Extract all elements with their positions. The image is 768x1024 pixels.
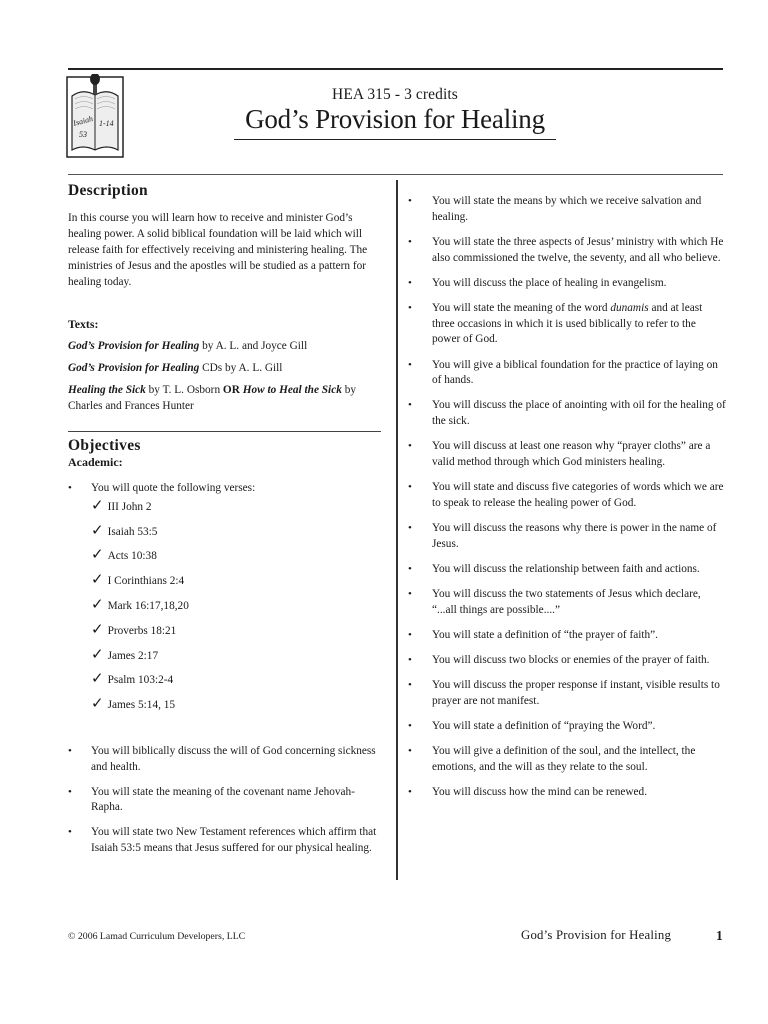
- list-item: [68, 481, 382, 497]
- column-divider: [396, 180, 398, 880]
- objective-text: You will give a biblical foundation for the practice of laying on of hands.: [432, 358, 718, 387]
- texts-label: Texts:: [68, 317, 99, 331]
- text-title: How to Heal the Sick: [239, 384, 342, 396]
- list-item: [408, 744, 726, 776]
- bullet-icon: •: [408, 481, 412, 494]
- verse-item: [91, 598, 382, 623]
- objective-text: You will discuss the reasons why there is power in the name of Jesus.: [432, 522, 717, 550]
- text-entry: [68, 382, 382, 414]
- objective-text: You will state the three aspects of Jesus’ ministry with which He also commissioned the twelve, the seventy, and all who believe.: [432, 235, 724, 264]
- objective-text: You will state a definition of “praying the Word”.: [432, 720, 656, 733]
- objectives-rule: [68, 431, 381, 432]
- objective-text: You will discuss at least one reason why “prayer cloths” are a valid method through which God ministers healing.: [432, 440, 711, 469]
- verse-ref: Isaiah 53:5: [107, 525, 158, 538]
- text-entry: [68, 338, 382, 354]
- bullet-icon: •: [408, 440, 412, 453]
- text-author: by T. L. Osborn: [145, 384, 223, 396]
- description-body: In this course you will learn how to receive and minister God’s healing power. A solid biblical foundation will be laid which will release faith for effectively receiving and ministering healing. The ministries of Jesus and the apostles will be studied as a pattern for healing today.: [68, 212, 368, 288]
- left-column: [68, 182, 382, 857]
- bullet-icon: •: [68, 744, 72, 757]
- list-item: [408, 358, 726, 390]
- list-item: [68, 744, 382, 776]
- bullet-icon: •: [408, 301, 412, 314]
- list-item: [408, 678, 726, 710]
- checkmark-icon: ✓: [91, 547, 104, 564]
- bullet-icon: •: [408, 654, 412, 667]
- text-title: Healing the Sick: [68, 384, 146, 396]
- bullet-icon: •: [408, 235, 412, 248]
- left-objective-list: [68, 744, 382, 857]
- text-title: God’s Provision for Healing: [68, 340, 200, 352]
- verse-item: [91, 548, 382, 573]
- logo-text-right: 1-14: [99, 119, 114, 128]
- objective-text: You will state the means by which we receive salvation and healing.: [432, 195, 702, 223]
- list-item: [408, 194, 726, 226]
- objective-text: You will discuss two blocks or enemies of the prayer of faith.: [432, 654, 710, 667]
- list-item: [408, 276, 726, 292]
- quote-intro: You will quote the following verses:: [91, 482, 256, 494]
- bullet-icon: •: [408, 629, 412, 641]
- list-item: [408, 235, 726, 267]
- checkmark-icon: ✓: [91, 497, 104, 514]
- bullet-icon: •: [408, 195, 412, 207]
- verse-ref: III John 2: [107, 500, 152, 513]
- list-item: [408, 562, 726, 578]
- list-item: [408, 653, 726, 669]
- text-author: by Charles and Frances Hunter: [68, 384, 356, 412]
- open-book-logo: [66, 74, 124, 158]
- verse-ref: Mark 16:17,18,20: [107, 599, 189, 612]
- bullet-icon: •: [408, 399, 412, 412]
- page-title: God’s Provision for Healing: [245, 104, 545, 134]
- verse-ref: Proverbs 18:21: [107, 624, 177, 637]
- bullet-icon: •: [408, 522, 412, 535]
- list-item: [408, 719, 726, 735]
- quote-list: [68, 481, 382, 497]
- checkmark-icon: ✓: [91, 696, 104, 713]
- right-objective-list: [408, 194, 726, 801]
- list-item: [408, 398, 726, 430]
- list-item: [408, 785, 726, 801]
- top-rule: [68, 68, 723, 70]
- bullet-icon: •: [68, 826, 72, 839]
- list-item: [68, 825, 382, 857]
- list-item: [408, 301, 726, 348]
- objective-text: [432, 302, 702, 346]
- text-author: by A. L. and Joyce Gill: [199, 340, 308, 352]
- verse-item: [91, 697, 382, 722]
- academic-subheading: Academic:: [68, 455, 123, 469]
- verse-item: [91, 623, 382, 648]
- logo-text-left: Isaiah: [72, 114, 94, 128]
- bullet-icon: •: [408, 358, 412, 371]
- checkmark-icon: ✓: [91, 522, 104, 539]
- objective-text-part: and at least three occasions in which it is used biblically to refer to the power of God.: [432, 301, 703, 346]
- verse-item: [91, 499, 382, 524]
- verse-list: [91, 499, 382, 722]
- text-or: OR: [222, 384, 240, 396]
- checkmark-icon: ✓: [91, 572, 104, 589]
- objective-text: You will state two New Testament references which affirm that Isaiah 53:5 means that Jesus suffered for our physical healing.: [91, 826, 377, 854]
- objective-text: You will discuss the relationship between faith and actions.: [432, 563, 700, 576]
- verse-item: [91, 648, 382, 673]
- description-heading: Description: [68, 182, 148, 199]
- logo-text-left-num: 53: [79, 130, 87, 139]
- verse-item: [91, 573, 382, 598]
- objective-text: You will discuss the proper response if instant, visible results to prayer are not manifest.: [432, 679, 720, 707]
- objective-text-part: You will state the meaning of the word: [432, 301, 611, 314]
- objective-text: You will discuss the place of anointing with oil for the healing of the sick.: [432, 399, 726, 428]
- list-item: [408, 521, 726, 553]
- objective-text: You will biblically discuss the will of God concerning sickness and health.: [91, 744, 376, 773]
- text-entry: [68, 360, 382, 376]
- bullet-icon: •: [408, 563, 412, 576]
- footer-title: God’s Provision for Healing: [521, 928, 672, 942]
- list-item: [408, 480, 726, 512]
- verse-ref: Psalm 103:2-4: [107, 674, 174, 687]
- dunamis-term: dunamis: [610, 301, 649, 314]
- checkmark-icon: ✓: [91, 621, 104, 638]
- verse-item: [91, 672, 382, 697]
- verse-ref: Acts 10:38: [107, 550, 157, 563]
- bullet-icon: •: [68, 785, 72, 798]
- objectives-heading: Objectives: [68, 437, 141, 454]
- bullet-icon: •: [408, 679, 412, 692]
- objective-text: You will state and discuss five categories of words which we are to speak to release the healing power of God.: [432, 481, 724, 510]
- checkmark-icon: ✓: [91, 646, 104, 663]
- verse-item: [91, 524, 382, 549]
- checkmark-icon: ✓: [91, 671, 104, 688]
- verse-ref: I Corinthians 2:4: [107, 575, 185, 588]
- copyright-notice: © 2006 Lamad Curriculum Developers, LLC: [68, 931, 246, 942]
- header-divider: [68, 174, 723, 175]
- verse-ref: James 5:14, 15: [107, 699, 176, 712]
- objective-text: You will give a definition of the soul, and the intellect, the emotions, and the will as they relate to the soul.: [432, 745, 696, 773]
- list-item: [68, 785, 382, 817]
- objective-text: You will state the meaning of the covenant name Jehovah-Rapha.: [91, 785, 355, 814]
- list-item: [408, 587, 726, 619]
- objective-text: You will discuss the place of healing in evangelism.: [432, 276, 667, 289]
- page-number: 1: [716, 928, 723, 943]
- objective-text: You will discuss how the mind can be renewed.: [432, 786, 648, 799]
- title-underline: [234, 139, 556, 140]
- course-code: HEA 315 - 3 credits: [332, 86, 458, 103]
- right-column: [408, 194, 726, 810]
- bullet-icon: •: [68, 482, 72, 494]
- checkmark-icon: ✓: [91, 596, 104, 613]
- text-title: God’s Provision for Healing: [68, 362, 200, 374]
- list-item: [408, 439, 726, 471]
- text-author: CDs by A. L. Gill: [199, 362, 283, 374]
- verse-ref: James 2:17: [107, 649, 159, 662]
- bullet-icon: •: [408, 745, 412, 758]
- list-item: [408, 628, 726, 644]
- bullet-icon: •: [408, 786, 412, 799]
- bullet-icon: •: [408, 588, 412, 601]
- bullet-icon: •: [408, 276, 412, 289]
- bullet-icon: •: [408, 720, 412, 733]
- objective-text: You will discuss the two statements of Jesus which declare, “...all things are possible....”: [432, 588, 701, 616]
- objective-text: You will state a definition of “the prayer of faith”.: [432, 629, 658, 641]
